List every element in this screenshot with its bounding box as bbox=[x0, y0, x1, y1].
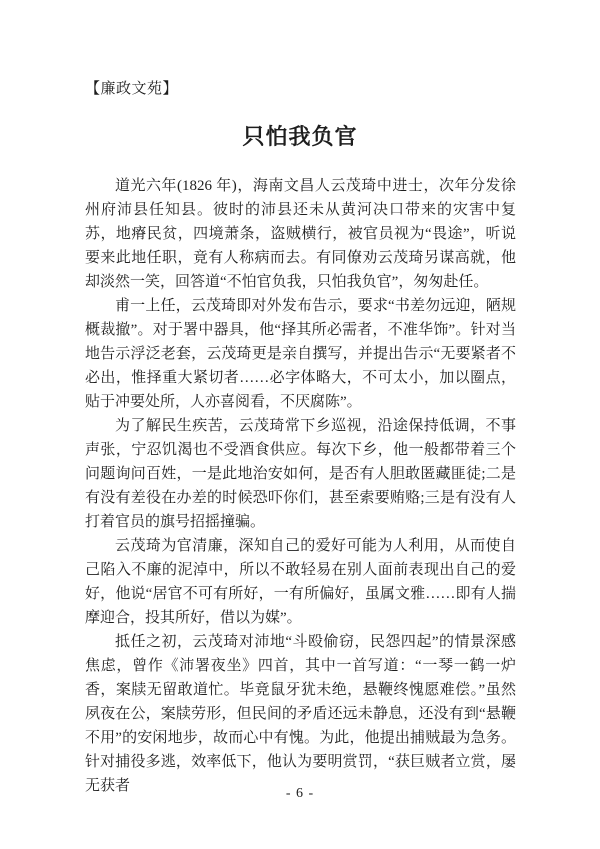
paragraph-1: 道光六年(1826 年)，海南文昌人云茂琦中进士，次年分发徐州府沛县任知县。彼时的沛县还未从黄河决口带来的灾害中复苏，地瘠民贫，四境萧条，盗贼横行，被官员视为“畏途”，听说要来此地任职，竟有人称病而去。有同僚劝云茂琦另谋高就，他却淡然一笑，回答道“不怕官负我，只怕我负官”，匆匆赴任。 bbox=[85, 178, 516, 290]
paragraph-4: 云茂琦为官清廉，深知自己的爱好可能为人利用，从而使自己陷入不廉的泥淖中，所以不敢轻易在别人面前表现出自己的爱好，他说“居官不可有所好，一有所偏好，虽属文雅……即有人揣摩迎合，投其所好，借以为媒”。 bbox=[85, 538, 516, 626]
page-number: - 6 - bbox=[285, 786, 315, 801]
page-title: 只怕我负官 bbox=[242, 124, 358, 149]
paragraph-2: 甫一上任，云茂琦即对外发布告示，要求“书差勿远迎，陋规概裁撤”。对于署中器具，他“择其所必需者，不准华饰”。针对当地告示浮泛老套，云茂琦更是亲自撰写，并提出告示“无要紧者不必出，惟择重大紧切者……必字体略大，不可太小，加以圈点，贴于冲要处所，人亦喜阅看，不厌腐陈”。 bbox=[85, 298, 516, 410]
section-label: 【廉政文苑】 bbox=[85, 81, 179, 97]
article-body bbox=[85, 174, 516, 798]
paragraph-3: 为了解民生疾苦，云茂琦常下乡巡视，沿途保持低调，不事声张，宁忍饥渴也不受酒食供应。每次下乡，他一般都带着三个问题询问百姓，一是此地治安如何，是否有人胆敢匿藏匪徒;二是有没有差役在办差的时候恐吓你们，甚至索要贿赂;三是有没有人打着官员的旗号招摇撞骗。 bbox=[85, 418, 516, 530]
paragraph-5: 抵任之初，云茂琦对沛地“斗殴偷窃，民怨四起”的情景深感焦虑，曾作《沛署夜坐》四首，其中一首写道：“一琴一鹤一炉香，案牍无留敢道忙。毕竟鼠牙犹未绝，悬鞭终愧愿难偿。”虽然夙夜在公，案牍劳形，但民间的矛盾还远未静息，还没有到“悬鞭不用”的安闲地步，故而心中有愧。为此，他提出捕贼最为急务。针对捕役多逃，效率低下，他认为要明赏罚，“获巨贼者立赏，屡无获者 bbox=[85, 634, 516, 794]
